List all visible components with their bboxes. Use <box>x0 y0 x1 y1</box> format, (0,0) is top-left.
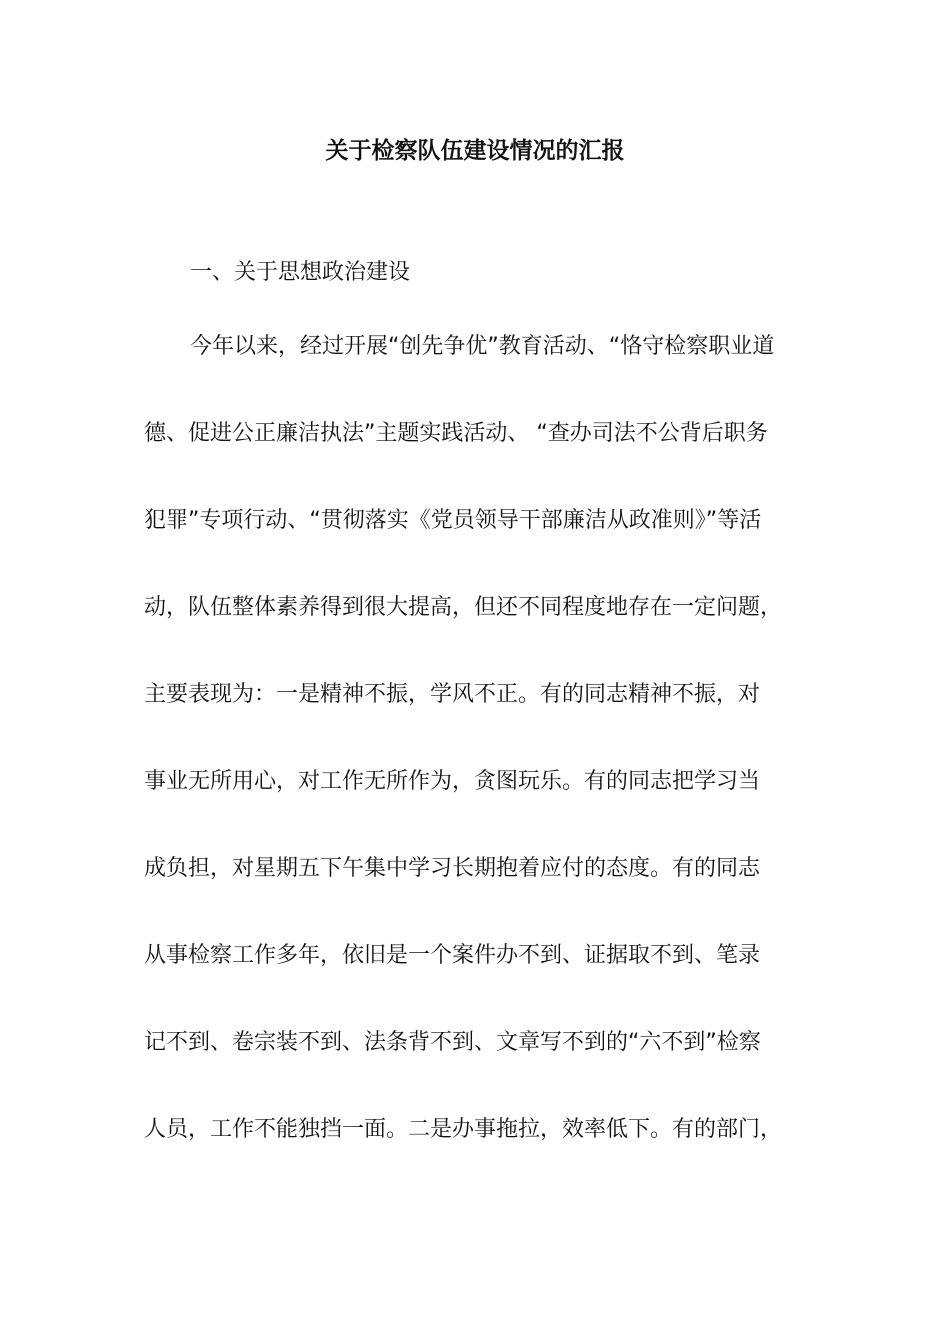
paragraph-line: 成负担，对星期五下午集中学习长期抱着应付的态度。有的同志 <box>144 856 761 881</box>
document-title: 关于检察队伍建设情况的汇报 <box>325 138 625 164</box>
section-heading: 一、关于思想政治建设 <box>190 260 411 285</box>
paragraph-line: 动，队伍整体素养得到很大提高，但还不同程度地存在一定问题， <box>144 595 783 620</box>
paragraph-line: 从事检察工作多年，依旧是一个案件办不到、证据取不到、笔录 <box>144 943 761 968</box>
paragraph-line: 犯罪”专项行动、“贯彻落实《党员领导干部廉洁从政准则》”等活 <box>144 508 762 533</box>
paragraph-line: 事业无所用心，对工作无所作为，贪图玩乐。有的同志把学习当 <box>144 769 761 794</box>
paragraph-line: 今年以来，经过开展“创先争优”教育活动、“恪守检察职业道 <box>190 334 775 359</box>
paragraph-line: 主要表现为：一是精神不振，学风不正。有的同志精神不振，对 <box>144 682 761 707</box>
paragraph-line: 记不到、卷宗装不到、法条背不到、文章写不到的“六不到”检察 <box>144 1030 761 1055</box>
paragraph-line: 德、促进公正廉洁执法”主题实践活动、 “查办司法不公背后职务 <box>144 421 768 446</box>
paragraph-line: 人员，工作不能独挡一面。二是办事拖拉，效率低下。有的部门， <box>144 1117 783 1142</box>
